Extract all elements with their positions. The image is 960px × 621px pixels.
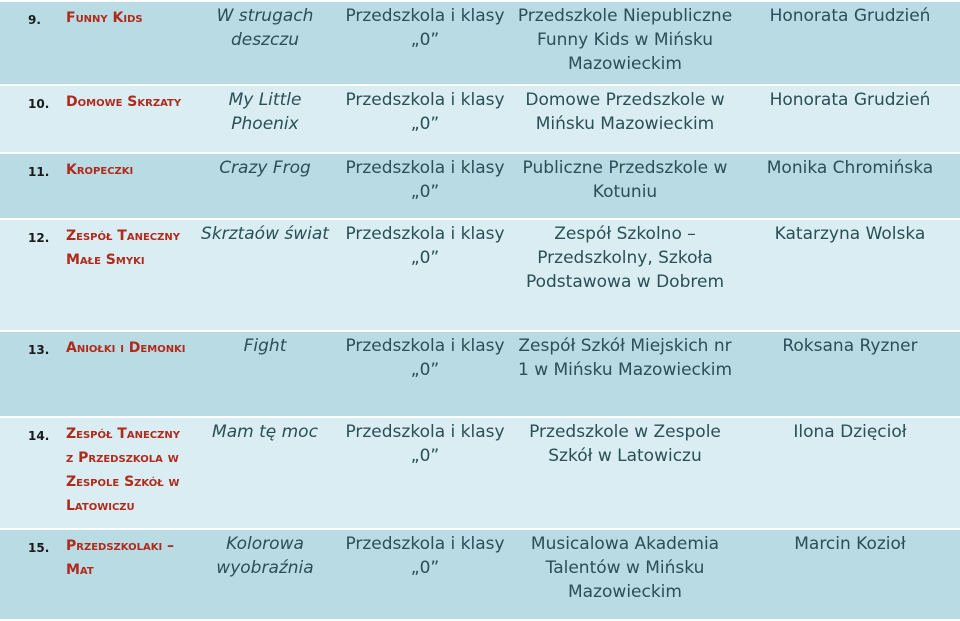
category: Przedszkola i klasy „0” bbox=[340, 417, 510, 529]
category: Przedszkola i klasy „0” bbox=[340, 153, 510, 219]
song-title: Skrztaów świat bbox=[190, 219, 340, 331]
row-number: 10. bbox=[0, 85, 62, 153]
table-row bbox=[0, 85, 960, 153]
row-number: 9. bbox=[0, 1, 62, 85]
row-number: 13. bbox=[0, 331, 62, 417]
table-row bbox=[0, 1, 960, 85]
category: Przedszkola i klasy „0” bbox=[340, 1, 510, 85]
row-number: 14. bbox=[0, 417, 62, 529]
team-name: Funny Kids bbox=[62, 1, 190, 85]
song-title: My Little Phoenix bbox=[190, 85, 340, 153]
row-number: 11. bbox=[0, 153, 62, 219]
song-title: Mam tę moc bbox=[190, 417, 340, 529]
table-row bbox=[0, 417, 960, 529]
table-row bbox=[0, 153, 960, 219]
team-name: Kropeczki bbox=[62, 153, 190, 219]
song-title: Fight bbox=[190, 331, 340, 417]
institution: Zespół Szkół Miejskich nr 1 w Mińsku Mazowieckim bbox=[510, 331, 740, 417]
row-number: 12. bbox=[0, 219, 62, 331]
institution: Przedszkole Niepubliczne Funny Kids w Mińsku Mazowieckim bbox=[510, 1, 740, 85]
row-number: 15. bbox=[0, 529, 62, 620]
table-row bbox=[0, 219, 960, 331]
institution: Publiczne Przedszkole w Kotuniu bbox=[510, 153, 740, 219]
teacher: Ilona Dzięcioł bbox=[740, 417, 960, 529]
team-name: Domowe Skrzaty bbox=[62, 85, 190, 153]
song-title: Kolorowa wyobraźnia bbox=[190, 529, 340, 620]
teacher: Roksana Ryzner bbox=[740, 331, 960, 417]
category: Przedszkola i klasy „0” bbox=[340, 331, 510, 417]
institution: Musicalowa Akademia Talentów w Mińsku Mazowieckim bbox=[510, 529, 740, 620]
team-name: Zespół Taneczny Małe Smyki bbox=[62, 219, 190, 331]
institution: Domowe Przedszkole w Mińsku Mazowieckim bbox=[510, 85, 740, 153]
team-name: Zespół Taneczny z Przedszkola w Zespole Szkół w Latowiczu bbox=[62, 417, 190, 529]
team-name: Przedszkolaki – Mat bbox=[62, 529, 190, 620]
teacher: Marcin Kozioł bbox=[740, 529, 960, 620]
team-name: Aniołki i Demonki bbox=[62, 331, 190, 417]
teacher: Katarzyna Wolska bbox=[740, 219, 960, 331]
song-title: Crazy Frog bbox=[190, 153, 340, 219]
category: Przedszkola i klasy „0” bbox=[340, 529, 510, 620]
category: Przedszkola i klasy „0” bbox=[340, 85, 510, 153]
category: Przedszkola i klasy „0” bbox=[340, 219, 510, 331]
teacher: Monika Chromińska bbox=[740, 153, 960, 219]
institution: Przedszkole w Zespole Szkół w Latowiczu bbox=[510, 417, 740, 529]
institution: Zespół Szkolno – Przedszkolny, Szkoła Podstawowa w Dobrem bbox=[510, 219, 740, 331]
teacher: Honorata Grudzień bbox=[740, 1, 960, 85]
teacher: Honorata Grudzień bbox=[740, 85, 960, 153]
table-row bbox=[0, 331, 960, 417]
song-title: W strugach deszczu bbox=[190, 1, 340, 85]
table-row bbox=[0, 529, 960, 620]
